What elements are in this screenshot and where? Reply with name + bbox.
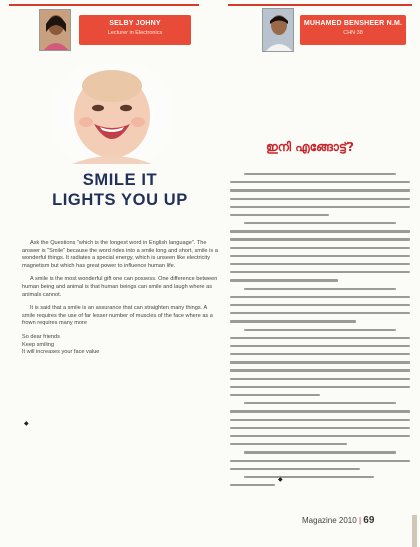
headline-line-1: SMILE IT [82, 171, 158, 189]
text-line [230, 317, 410, 325]
text-line [230, 481, 410, 489]
text-line [230, 219, 410, 227]
sign-off-line: It will increases your face value [22, 349, 100, 356]
article-body [22, 240, 218, 357]
diamond-icon: ◆ [278, 476, 283, 483]
right-author-role: CHN 38 [343, 30, 363, 36]
headline-line-2: LIGHTS YOU UP [52, 191, 188, 209]
text-line [230, 309, 410, 317]
left-author-role: Lecturer in Electronics [107, 30, 163, 36]
magazine-name: Magazine 2010 [302, 516, 357, 525]
text-line [230, 391, 410, 399]
text-line [230, 326, 410, 334]
page-edge-bar [412, 515, 417, 547]
right-author-name: MUHAMED BENSHEER N.M. [303, 20, 403, 27]
text-line [230, 375, 410, 383]
text-line [230, 473, 410, 481]
right-author-header [228, 4, 412, 54]
left-author-photo [39, 9, 71, 51]
text-line [230, 178, 410, 186]
text-line [230, 407, 410, 415]
text-line [230, 252, 410, 260]
text-line [230, 358, 410, 366]
footer-separator: | [358, 516, 362, 525]
text-line [230, 236, 410, 244]
smiling-baby-photo [52, 64, 172, 164]
left-author-header [9, 4, 199, 54]
malayalam-article-title: ഇനി എങ്ങോട്ട്? [266, 140, 354, 154]
text-line [230, 350, 410, 358]
sign-off-line: So dear friends [22, 333, 60, 340]
text-line [230, 260, 410, 268]
text-line [230, 244, 410, 252]
text-line [230, 203, 410, 211]
text-line [230, 285, 410, 293]
text-line [230, 170, 410, 178]
text-line [230, 383, 410, 391]
right-author-photo [262, 8, 294, 52]
text-line [230, 301, 410, 309]
text-line [230, 367, 410, 375]
text-line [230, 424, 410, 432]
left-author-name: SELBY JOHNY [109, 20, 161, 27]
text-line [230, 432, 410, 440]
text-line [230, 465, 410, 473]
article-paragraph: A smile is the most wonderful gift one can possess. One difference between human being and animal is that human beings can smile and laugh where as animals cannot. [22, 276, 218, 298]
article-paragraph: It is said that a smile is an assurance that can straighten many things. A smile requires the use of far lesser number of muscles of the face where as a frown requires many more [22, 305, 213, 327]
text-line [230, 457, 410, 465]
text-line [230, 211, 410, 219]
text-line [230, 268, 410, 276]
text-line [230, 448, 410, 456]
text-line [230, 440, 410, 448]
text-line [230, 416, 410, 424]
page-number: 69 [363, 515, 375, 526]
sign-off-line: Keep smiling [22, 341, 55, 348]
text-line [230, 334, 410, 342]
malayalam-article-body [230, 170, 410, 489]
left-author-label [79, 15, 191, 45]
text-line [230, 227, 410, 235]
diamond-icon: ◆ [24, 420, 29, 427]
right-author-label [300, 15, 406, 45]
text-line [230, 342, 410, 350]
text-line [230, 186, 410, 194]
text-line [230, 293, 410, 301]
page-footer [302, 515, 374, 526]
article-paragraph: Ask the Questions "which is the longest word in English language". The answer is "Smile" because the word rides into a smile long and short, smile is a wonderful things. It radiates a special energy, which is unseen like electricity magnetism but which has great power to influence human life. [22, 240, 218, 269]
text-line [230, 276, 410, 284]
text-line [230, 195, 410, 203]
article-headline [22, 170, 218, 210]
text-line [230, 399, 410, 407]
